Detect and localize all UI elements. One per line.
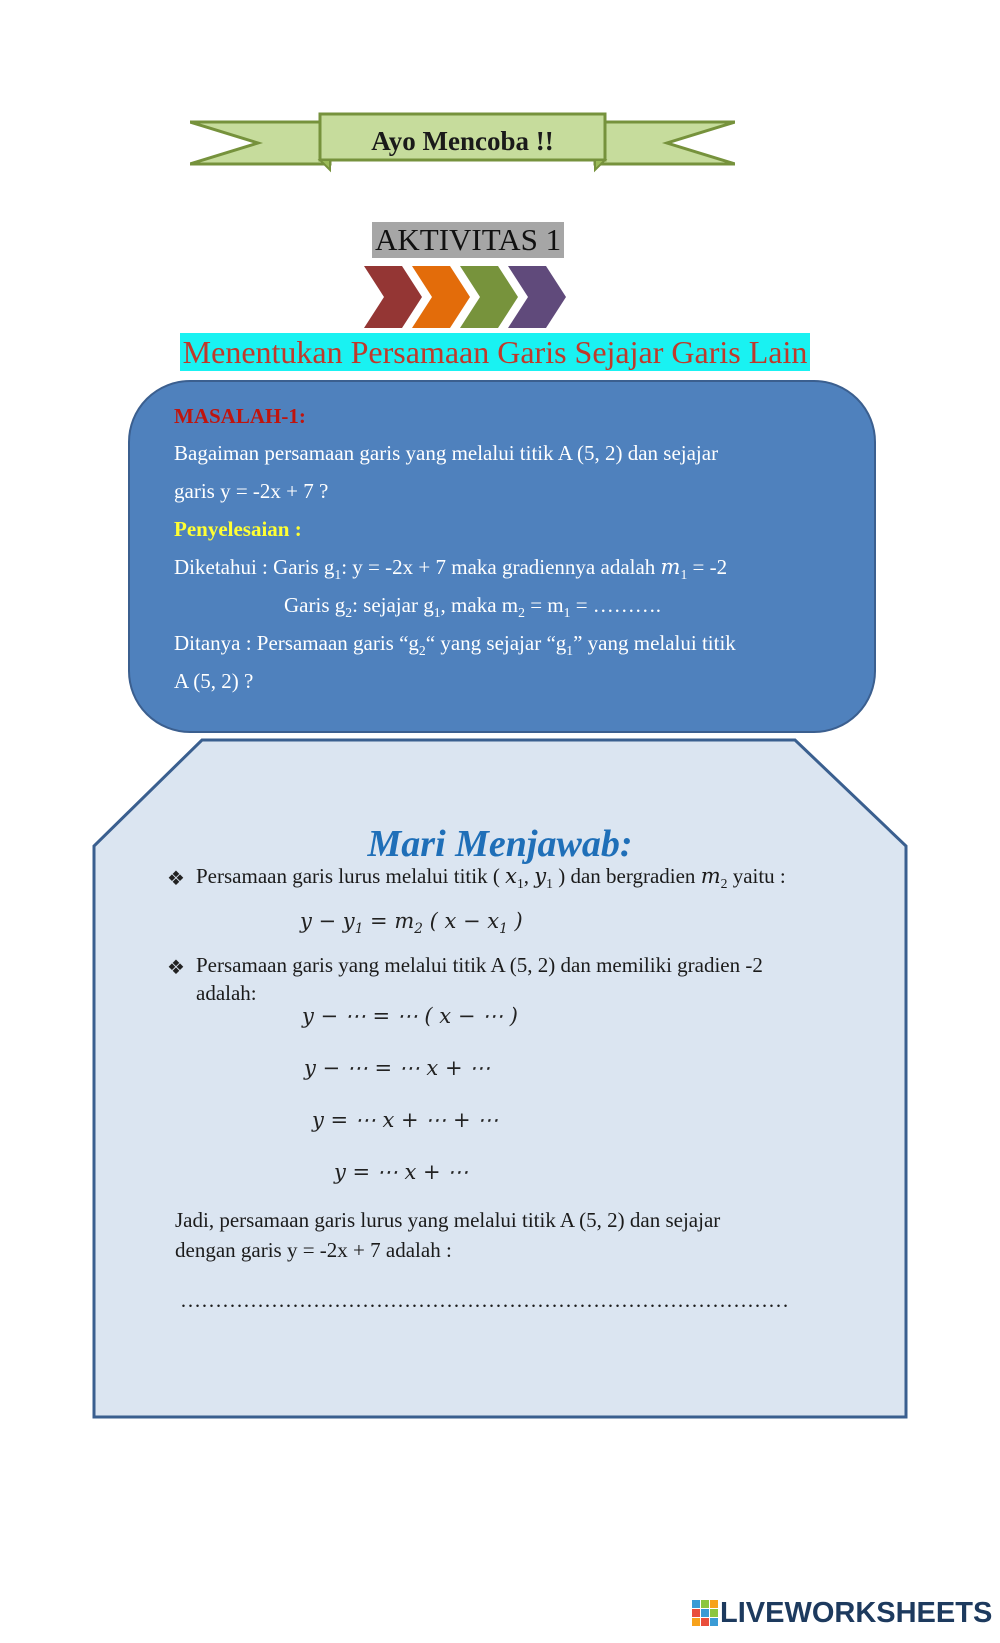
answer-point1: Persamaan garis lurus melalui titik ( $x_1$, $y_1$ ) dan bergradien $m_2$ yaitu : [196, 864, 786, 892]
step-4: y = ⋯ x + ⋯ [334, 1160, 469, 1184]
step-2: y − ⋯ = ⋯ x + ⋯ [304, 1056, 491, 1080]
diamond-bullet-icon: ❖ [167, 868, 185, 890]
answer-point2-line2: adalah: [196, 981, 257, 1005]
activity-label: AKTIVITAS 1 [372, 222, 564, 258]
asked-line1: Ditanya : Persamaan garis “$g_2“$ yang sejajar “$g_1$” yang melalui titik [174, 631, 736, 659]
answer-point2-line1: Persamaan garis yang melalui titik A (5, 2) dan memiliki gradien -2 [196, 953, 763, 977]
conclusion-line1: Jadi, persamaan garis lurus yang melalui titik A (5, 2) dan sejajar [175, 1208, 721, 1232]
chevron-red-icon [364, 266, 422, 328]
chevron-arrows-icon [364, 266, 574, 328]
section-subtitle: Menentukan Persamaan Garis Sejajar Garis Lain [180, 333, 810, 371]
logo-grid-icon [692, 1600, 718, 1626]
diamond-bullet-icon: ❖ [167, 957, 185, 979]
conclusion-line2: dengan garis y = -2x + 7 adalah : [175, 1238, 452, 1262]
problem-title: MASALAH-1: [174, 404, 306, 428]
step-3: y = ⋯ x + ⋯ + ⋯ [312, 1108, 499, 1132]
gradient-formula: $y - y_1 = m_2$ ( $x - x_1$ ) [300, 909, 523, 938]
known-line2: Garis $g_2$: sejajar $g_1$, maka $m_2 = m_1$ = ………. [284, 593, 662, 621]
logo-text: LIVEWORKSHEETS [720, 1597, 993, 1629]
banner-label: Ayo Mencoba !! [371, 126, 554, 156]
solution-label: Penyelesaian : [174, 517, 302, 541]
problem-box [128, 380, 876, 733]
problem-question-line2: garis y = -2x + 7 ? [174, 479, 329, 503]
problem-question-line1: Bagaiman persamaan garis yang melalui titik A (5, 2) dan sejajar [174, 441, 719, 465]
answer-blank-line[interactable]: …………………………………………………………………………… [180, 1288, 789, 1312]
asked-line2: A (5, 2) ? [174, 669, 254, 693]
answer-title: Mari Menjawab: [367, 823, 633, 865]
known-line1: Diketahui : Garis $g_1$: y = -2x + 7 maka gradiennya adalah $m_1 = -2$ [174, 555, 728, 583]
step-1: y − ⋯ = ⋯ ( x − ⋯ ) [302, 1004, 518, 1028]
